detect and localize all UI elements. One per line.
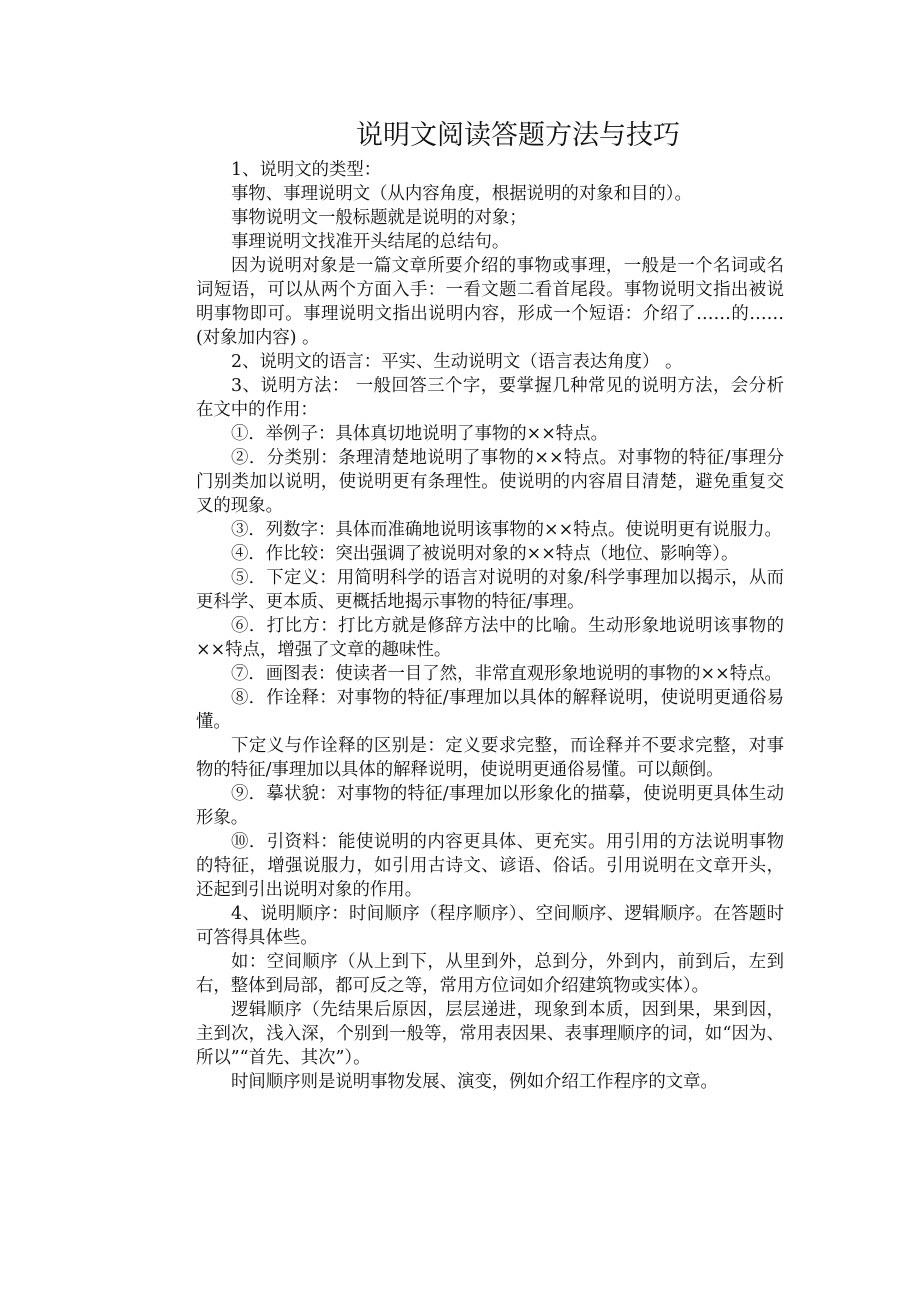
paragraph: 事物说明文一般标题就是说明的对象； — [231, 208, 527, 228]
method-item: ③．列数字：具体而准确地说明该事物的××特点。使说明更有说服力。 — [231, 520, 782, 540]
method-item: ⑤．下定义：用简明科学的语言对说明的对象/科学事理加以揭示，从而更科学、更本质、更概括地揭示事物的特征/事理。 — [196, 568, 784, 612]
method-item: ②．分类别：条理清楚地说明了事物的××特点。对事物的特征/事理分门别类加以说明，使说明更有条理性。使说明的内容眉目清楚，避免重复交叉的现象。 — [196, 448, 784, 516]
paragraph: 时间顺序则是说明事物发展、演变，例如介绍工作程序的文章。 — [231, 1072, 718, 1092]
method-item: ①．举例子：具体真切地说明了事物的××特点。 — [231, 424, 608, 444]
paragraph: 如：空间顺序（从上到下，从里到外，总到分，外到内，前到后，左到右，整体到局部，都可反之等，常用方位词如介绍建筑物或实体）。 — [196, 952, 784, 996]
paragraph: 事物、事理说明文（从内容角度，根据说明的对象和目的）。 — [231, 184, 692, 204]
paragraph: 事理说明文找准开头结尾的总结句。 — [231, 232, 510, 252]
method-item: ⑥．打比方：打比方就是修辞方法中的比喻。生动形象地说明该事物的××特点，增强了文章的趣味性。 — [196, 616, 784, 660]
paragraph: 下定义与作诠释的区别是：定义要求完整，而诠释并不要求完整，对事物的特征/事理加以具体的解释说明，使说明更通俗易懂。可以颠倒。 — [196, 736, 784, 780]
method-item: ⑩．引资料：能使说明的内容更具体、更充实。用引用的方法说明事物的特征，增强说服力，如引用古诗文、谚语、俗话。引用说明在文章开头，还起到引出说明对象的作用。 — [196, 832, 784, 900]
paragraph: 逻辑顺序（先结果后原因，层层递进，现象到本质，因到果，果到因，主到次，浅入深，个别到一般等，常用表因果、表事理顺序的词，如“因为、所以”“首先、其次”）。 — [196, 1000, 784, 1068]
method-item: ⑨．摹状貌：对事物的特征/事理加以形象化的描摹，使说明更具体生动形象。 — [196, 784, 784, 828]
section-heading-types: 1、说明文的类型： — [231, 160, 382, 180]
paragraph: 因为说明对象是一篇文章所要介绍的事物或事理，一般是一个名词或名词短语，可以从两个方面入手：一看文题二看首尾段。事物说明文指出被说明事物即可。事理说明文指出说明内容，形成一个短语：介绍了……的……(对象加内容) 。 — [196, 256, 784, 348]
document-title: 说明文阅读答题方法与技巧 — [356, 120, 680, 151]
section-heading-language: 2、说明文的语言：平实、生动说明文（语言表达角度） 。 — [231, 352, 683, 372]
section-heading-methods: 3、说明方法： 一般回答三个字，要掌握几种常见的说明方法，会分析在文中的作用： — [196, 376, 784, 420]
method-item: ⑦．画图表：使读者一目了然，非常直观形象地说明的事物的××特点。 — [231, 664, 782, 684]
document-body — [196, 158, 784, 1094]
section-heading-order: 4、说明顺序：时间顺序（程序顺序）、空间顺序、逻辑顺序。在答题时可答得具体些。 — [196, 904, 784, 948]
method-item: ⑧．作诠释：对事物的特征/事理加以具体的解释说明，使说明更通俗易懂。 — [196, 688, 784, 732]
method-item: ④．作比较：突出强调了被说明对象的××特点（地位、影响等）。 — [231, 544, 739, 564]
